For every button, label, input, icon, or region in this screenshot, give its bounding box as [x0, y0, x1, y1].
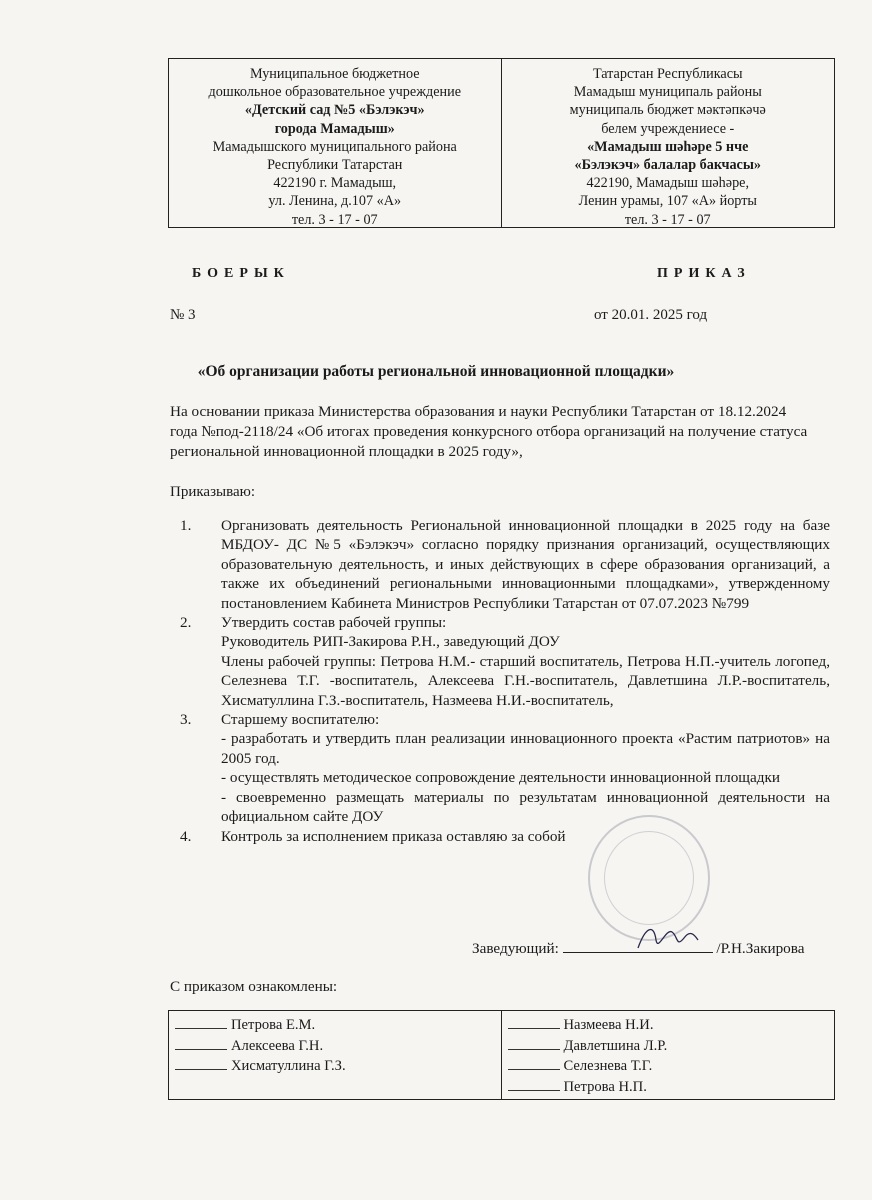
address: 422190, Мамадыш шәһәре,: [586, 175, 750, 192]
item-number: 2.: [180, 614, 192, 632]
order-basis: На основании приказа Министерства образования и науки Республики Татарстан от 18.12.2024 года №под-2118/24 «Об итогах проведения конкурсного отбора организаций на получение статуса региональной инновационной площадки в 2025 году»,: [170, 403, 808, 460]
item-text: Утвердить состав рабочей группы:: [221, 614, 447, 632]
letterhead-line: Республики Татарстан: [267, 157, 403, 174]
acknowledgement-title: С приказом ознакомлены:: [170, 978, 338, 995]
ack-column-right: [502, 1011, 835, 1099]
list-item: [180, 710, 830, 826]
item-text: - осуществлять методическое сопровождение деятельности инновационной площадки: [221, 769, 780, 787]
letterhead-russian: [169, 59, 502, 227]
phone: тел. 3 - 17 - 07: [291, 211, 378, 228]
list-item: [180, 827, 830, 846]
list-item: [175, 1035, 501, 1056]
item-body: [221, 710, 830, 826]
item-text: Организовать деятельность Региональной инновационной площадки в 2025 году на базе МБДОУ- ДС №5 «Бэлэкэч» согласно порядку признания организаций, осуществляющих образовательную деятельность, и иных действующих в сфере образования организаций, а также их объединений региональными инновационными площадками», утвержденному постановлением Кабинета Министров Республики Татарстан от 07.07.2023 №799: [221, 517, 830, 612]
signature-icon: [508, 1055, 560, 1070]
order-date: от 20.01. 2025 год: [594, 307, 708, 323]
order-items: [180, 516, 830, 846]
ack-name: Назмеева Н.И.: [563, 1017, 654, 1033]
org-name-tatar-2: «Бэлэкэч» балалар бакчасы»: [574, 157, 762, 174]
list-item: [508, 1014, 835, 1035]
letterhead-line: Муниципальное бюджетное: [249, 66, 420, 82]
signature-icon: [175, 1035, 227, 1050]
order-title: «Об организации работы региональной инновационной площадки»: [197, 363, 675, 380]
letterhead-line: Мамадышского муниципального района: [212, 138, 457, 155]
org-name-tatar: «Мамадыш шәһәре 5 нче: [587, 138, 749, 155]
phone: тел. 3 - 17 - 07: [624, 211, 711, 228]
doc-type-russian: ПРИКАЗ: [657, 266, 751, 281]
list-item: [508, 1035, 835, 1056]
item-number: 3.: [180, 711, 192, 729]
item-number: 4.: [180, 827, 192, 845]
letterhead-line: муниципаль бюджет мәктәпкәчә: [569, 102, 766, 119]
ack-name: Селезнева Т.Г.: [563, 1058, 653, 1075]
letterhead-line: дошкольное образовательное учреждение: [208, 84, 461, 101]
ack-name: Петрова Н.П.: [563, 1078, 647, 1095]
ack-name: Хисматуллина Г.З.: [231, 1058, 346, 1075]
doc-type-tatar: БОЕРЫК: [192, 266, 290, 281]
item-text: Контроль за исполнением приказа оставляю за собой: [221, 827, 566, 845]
item-text: - своевременно размещать материалы по результатам инновационной деятельности на официальном сайте ДОУ: [221, 788, 830, 826]
address: 422190 г. Мамадыш,: [273, 175, 397, 192]
letterhead-line: Мамадыш муниципаль районы: [573, 84, 762, 101]
letterhead-line: белем учреждениесе -: [601, 120, 735, 137]
street: Ленин урамы, 107 «А» йорты: [578, 193, 757, 210]
order-number: № 3: [170, 307, 196, 323]
ack-name: Давлетшина Л.Р.: [563, 1037, 668, 1054]
street: ул. Ленина, д.107 «А»: [268, 193, 402, 210]
item-body: [221, 613, 830, 710]
signature-icon: [508, 1035, 560, 1050]
list-item: [175, 1055, 501, 1076]
signature-icon: [175, 1055, 227, 1070]
list-item: [175, 1014, 501, 1035]
org-city: города Мамадыш»: [274, 120, 395, 137]
order-word: Приказываю:: [170, 484, 255, 500]
signature-icon: [175, 1014, 227, 1029]
ack-name: Алексеева Г.Н.: [231, 1037, 324, 1054]
ack-name: Петрова Е.М.: [231, 1017, 316, 1033]
acknowledgement-table: [168, 1010, 835, 1100]
item-text: - разработать и утвердить план реализации инновационного проекта «Растим патриотов» на 2005 год.: [221, 730, 830, 767]
item-number: 1.: [180, 517, 192, 534]
letterhead: [168, 58, 835, 228]
item-text: Старшему воспитателю:: [221, 711, 380, 729]
signature-icon: [508, 1076, 560, 1091]
signature-icon: [508, 1014, 560, 1029]
list-item: [180, 516, 830, 613]
list-item: [508, 1076, 835, 1097]
ack-column-left: [169, 1011, 502, 1099]
letterhead-line: Татарстан Республикасы: [592, 66, 743, 82]
org-name: «Детский сад №5 «Бэлэкэч»: [244, 102, 425, 119]
director-signature-icon: [632, 918, 702, 958]
signatory-name: /Р.Н.Закирова: [716, 940, 805, 957]
item-text: Руководитель РИП-Закирова Р.Н., заведующий ДОУ: [221, 633, 560, 651]
item-text: Члены рабочей группы: Петрова Н.М.- старший воспитатель, Петрова Н.П.-учитель логопед, Селезнева Т.Г. -воспитатель, Алексеева Г.Н.-воспитатель, Давлетшина Л.Р.-воспитатель, Хисматуллина Г.З.-воспитатель, Назмеева Н.И.-воспитатель,: [221, 652, 830, 709]
signatory-role: Заведующий:: [472, 940, 559, 957]
list-item: [508, 1055, 835, 1076]
list-item: [180, 613, 830, 710]
letterhead-tatar: [502, 59, 835, 227]
